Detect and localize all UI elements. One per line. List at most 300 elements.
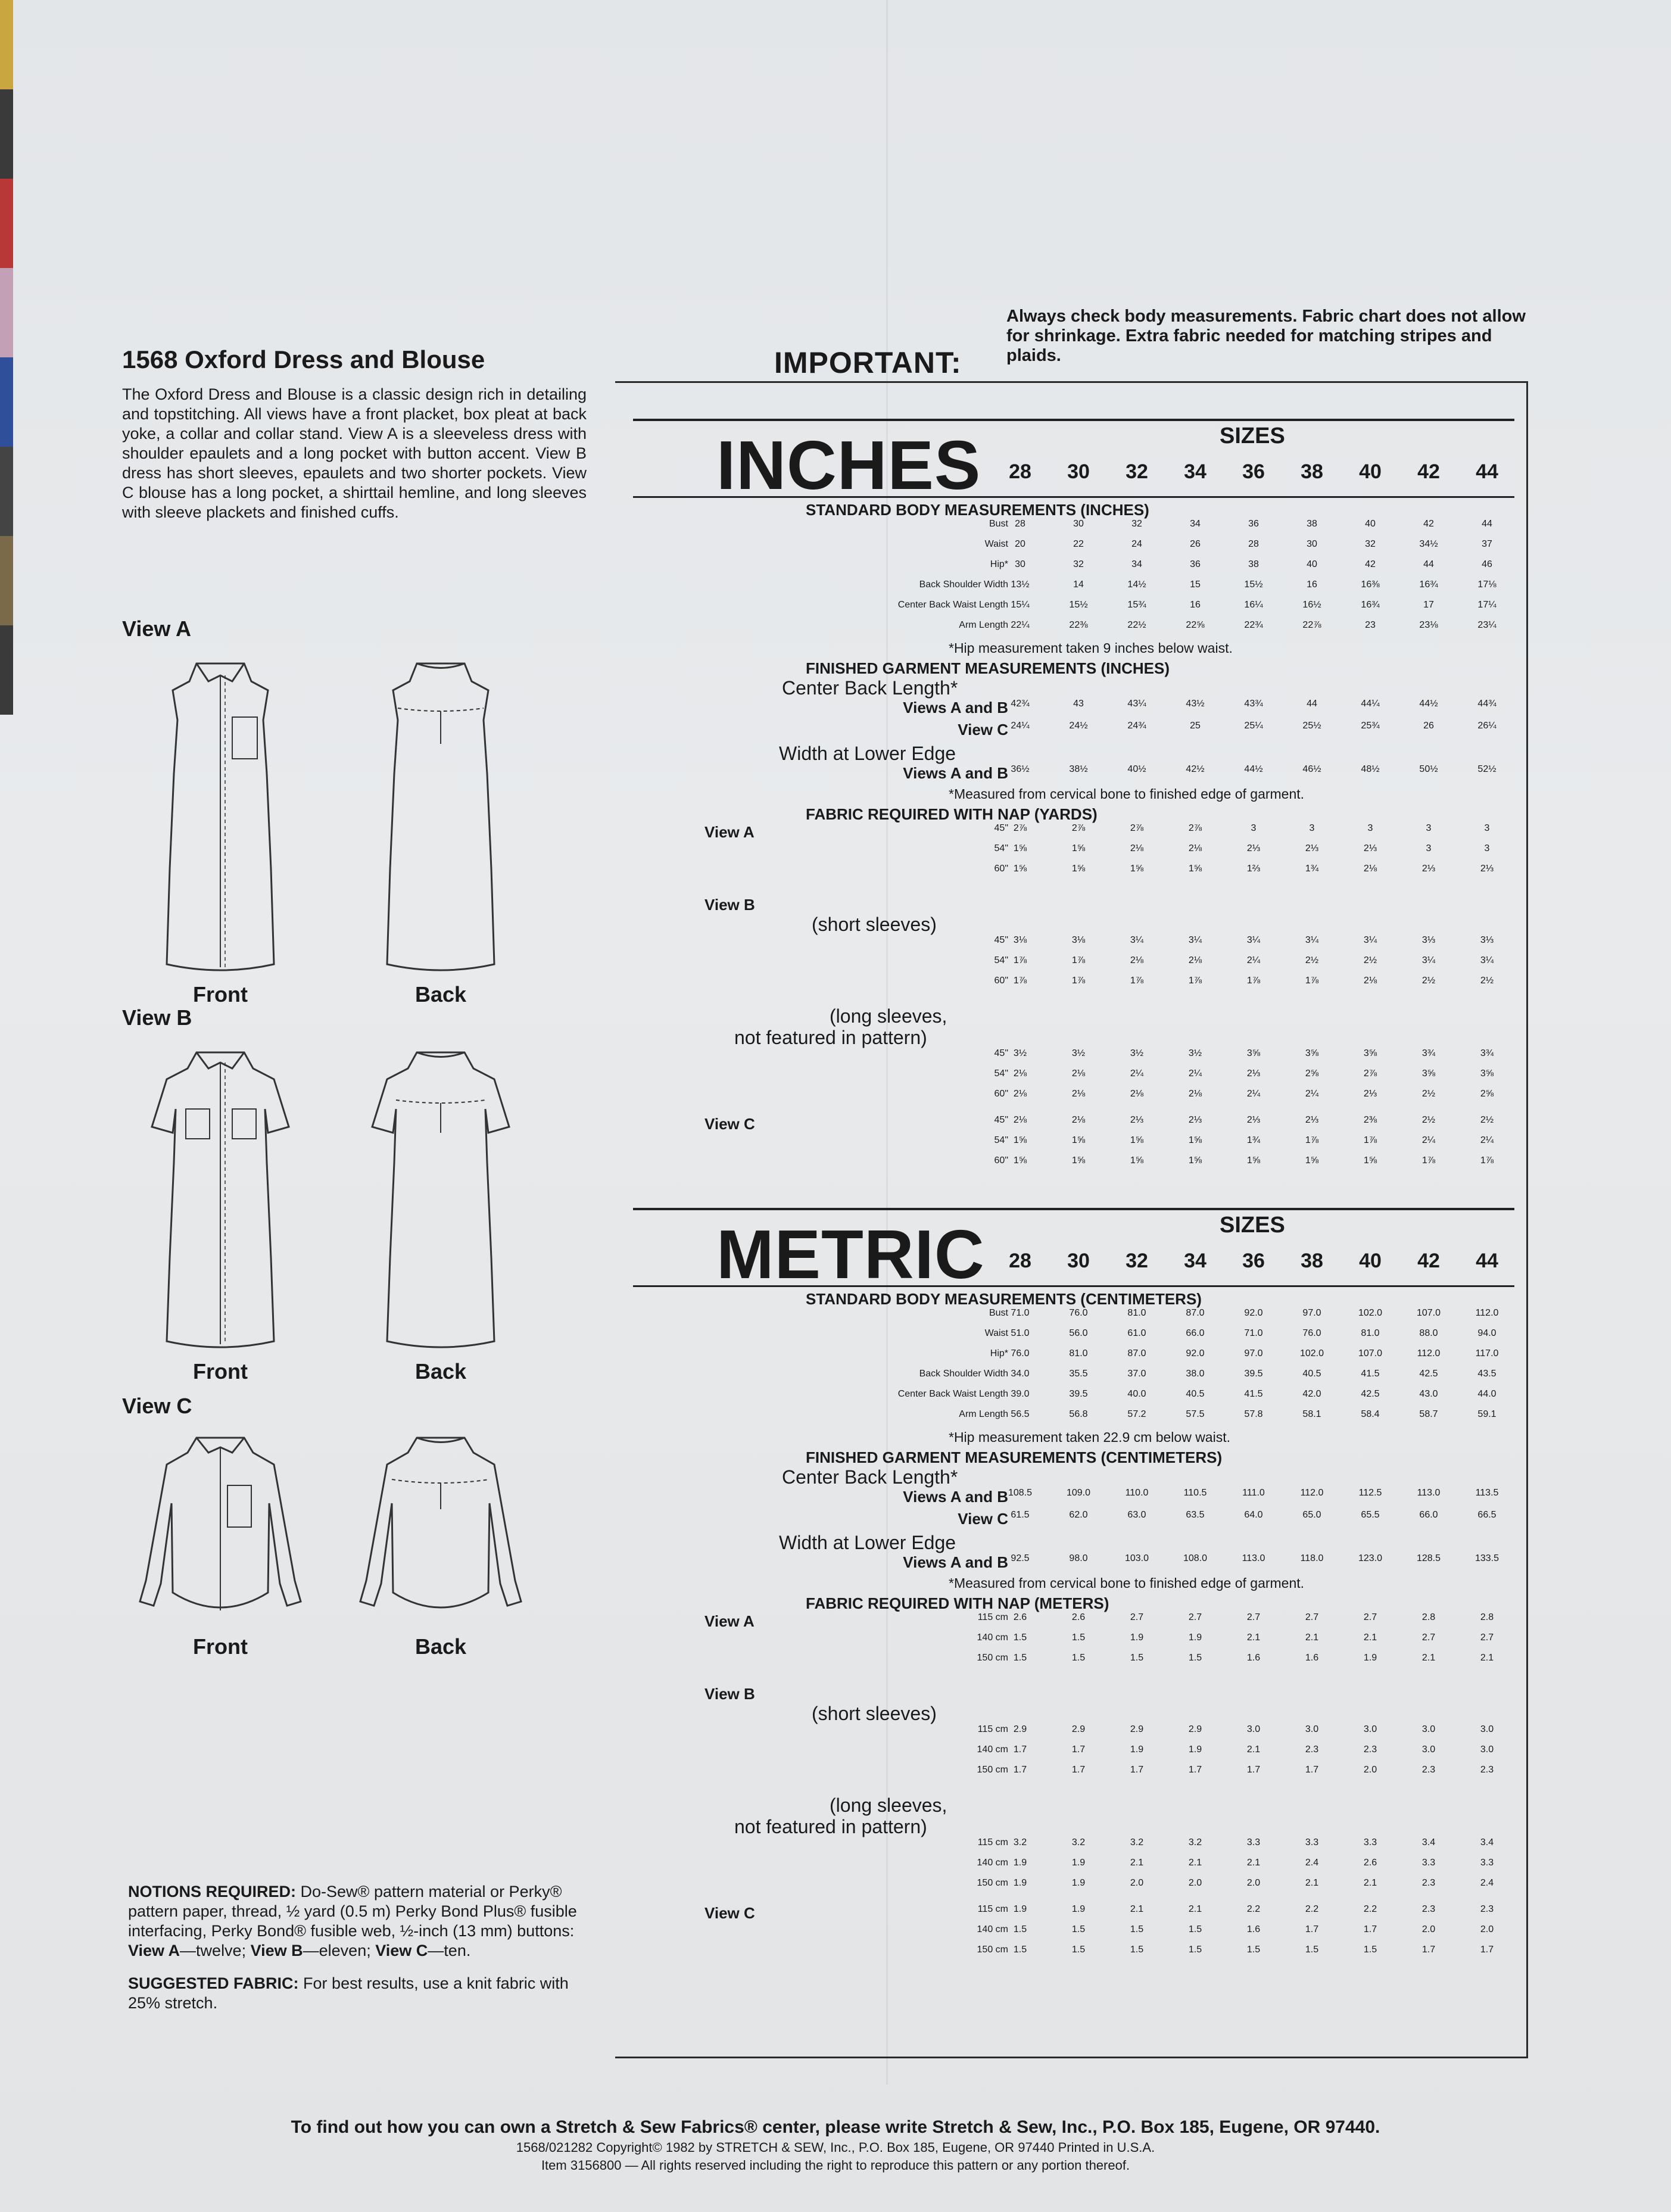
inches-fabric-a-value: 1¾ <box>1305 864 1319 874</box>
inches-body-value: 22½ <box>1127 620 1146 630</box>
metric-fabric-b-long-value: 2.3 <box>1421 1878 1436 1888</box>
metric-fabric-b-long-value: 1.9 <box>1013 1878 1027 1888</box>
metric-fabric-b-short-value: 1.7 <box>1013 1765 1027 1775</box>
inches-fabric-b-long-value: 2⅓ <box>1246 1068 1261 1079</box>
metric-body-value: 37.0 <box>1127 1369 1146 1379</box>
inches-width-value: 42½ <box>1186 764 1205 774</box>
metric-fabric-c-value: 1.6 <box>1246 1924 1261 1934</box>
inches-fabric-b-long-value: 2⅛ <box>1013 1068 1027 1079</box>
inches-fabric-c-value: 2⅛ <box>1013 1115 1027 1125</box>
size-header: 42 <box>1417 1250 1440 1272</box>
inches-fabric-b-long-label: 54" <box>994 1068 1008 1079</box>
inches-fabric-b-short-value: 1⅞ <box>1013 976 1027 986</box>
inches-body-value: 22⅞ <box>1302 620 1321 630</box>
metric-body-value: 41.5 <box>1244 1389 1263 1399</box>
size-header: 34 <box>1184 460 1207 483</box>
metric-body-value: 81.0 <box>1127 1308 1146 1318</box>
metric-fabric-b-long-label: 115 cm <box>977 1837 1008 1848</box>
important-text: Always check body measurements. Fabric chart does not allow for shrinkage. Extra fabric needed for matching stripes and plaids. <box>1006 307 1526 365</box>
metric-long-label-2: not featured in pattern) <box>734 1816 927 1837</box>
footer <box>0 2117 1671 2173</box>
metric-fabric-a-label: 115 cm <box>977 1612 1008 1622</box>
metric-width-row <box>633 1553 1514 1577</box>
metric-finished-header: FINISHED GARMENT MEASUREMENTS (CENTIMETERS) <box>806 1448 1223 1466</box>
inches-fabric-a-value: 3 <box>1484 823 1490 833</box>
inches-cbl-value: 26 <box>1423 721 1434 731</box>
important-notice <box>774 307 1536 378</box>
inches-fabric-b-long-value: 2⅓ <box>1363 1089 1377 1099</box>
pattern-info <box>122 345 587 522</box>
inches-fabric-c-value: 2¼ <box>1480 1135 1494 1145</box>
metric-fabric-a-value: 1.6 <box>1305 1653 1319 1663</box>
inches-fabric-b-long-value: 3½ <box>1071 1048 1086 1058</box>
inches-fabric-a-value: 2⅛ <box>1363 864 1377 874</box>
metric-fabric-a-value: 1.5 <box>1071 1632 1086 1643</box>
inches-fabric-b-short-label: 54" <box>994 955 1008 965</box>
size-header: 30 <box>1067 460 1090 483</box>
inches-body-value: 34½ <box>1419 539 1438 549</box>
metric-cbl-value: 110.0 <box>1125 1488 1149 1498</box>
metric-body-value: 97.0 <box>1244 1348 1263 1359</box>
metric-width-value: 133.5 <box>1474 1553 1499 1563</box>
sleeveless-dress-back-icon <box>369 655 512 976</box>
metric-body-value: 39.5 <box>1244 1369 1263 1379</box>
metric-fabric-b-long-value: 2.1 <box>1305 1878 1319 1888</box>
inches-fabric-a-label: 54" <box>994 843 1008 853</box>
inches-fabric-a-value: 1⅝ <box>1013 843 1027 853</box>
inches-fabric-b-label: View B <box>704 896 755 914</box>
inches-fabric-c-value: 1⅝ <box>1013 1135 1027 1145</box>
metric-fabric-b-long-value: 3.2 <box>1071 1837 1086 1848</box>
metric-fabric-c-value: 1.5 <box>1188 1924 1202 1934</box>
footer-rights: Item 3156800 — All rights reserved including the right to reproduce this pattern or any portion thereof. <box>541 2158 1130 2173</box>
metric-cbl-value: 63.5 <box>1186 1510 1205 1520</box>
metric-fabric-b-long-value: 3.3 <box>1246 1837 1261 1848</box>
view-b-back <box>342 1043 539 1384</box>
metric-body-value: 40.5 <box>1186 1389 1205 1399</box>
metric-fabric-b-short-value: 2.9 <box>1013 1724 1027 1734</box>
inches-body-value: 16 <box>1307 580 1317 590</box>
inches-cbl-value: 44½ <box>1419 699 1438 709</box>
metric-fabric-a-value: 1.6 <box>1246 1653 1261 1663</box>
inches-fabric-b-long-value: 3⅝ <box>1246 1048 1261 1058</box>
metric-fabric-c-value: 1.5 <box>1130 1924 1144 1934</box>
metric-long-label-1: (long sleeves, <box>830 1794 947 1816</box>
metric-fabric-b-long-label: 150 cm <box>977 1878 1008 1888</box>
inches-cbl-value: 44¼ <box>1361 699 1380 709</box>
size-header: 38 <box>1301 1250 1323 1272</box>
inches-fabric-b-long-value: 3½ <box>1188 1048 1202 1058</box>
metric-fabric-a-value: 1.5 <box>1188 1653 1202 1663</box>
metric-fabric-a-label: 150 cm <box>977 1653 1008 1663</box>
inches-cbl-value: 44¾ <box>1477 699 1497 709</box>
inches-fabric-c-label: 60" <box>994 1155 1008 1166</box>
metric-cbl-label: Views A and B <box>903 1488 1008 1506</box>
metric-fabric-c-value: 2.3 <box>1480 1904 1494 1914</box>
metric-fabric-c-value: 1.5 <box>1013 1945 1027 1955</box>
inches-width-label: Views A and B <box>903 764 1008 782</box>
metric-fabric-c-value: 1.7 <box>1480 1945 1494 1955</box>
inches-body-label: Center Back Waist Length <box>897 600 1008 610</box>
inches-fabric-a-value: 1⅝ <box>1071 843 1086 853</box>
inches-body-value: 32 <box>1131 519 1142 529</box>
inches-body-value: 15½ <box>1244 580 1263 590</box>
inches-cbl-value: 43½ <box>1186 699 1205 709</box>
metric-fabric-a-value: 2.7 <box>1421 1632 1436 1643</box>
metric-body-value: 56.8 <box>1069 1409 1088 1419</box>
inches-fabric-c-view-label: View C <box>704 1115 755 1133</box>
metric-fabric-b-short-label: 150 cm <box>977 1765 1008 1775</box>
inches-cbl-value: 42¾ <box>1011 699 1030 709</box>
metric-fabric-b-short-row <box>633 1765 1514 1789</box>
size-header: 40 <box>1359 460 1382 483</box>
inches-sizes-label: SIZES <box>1220 423 1285 448</box>
metric-cbl-value: 65.5 <box>1361 1510 1380 1520</box>
inches-fabric-a-label: 45" <box>994 823 1008 833</box>
metric-title: METRIC <box>716 1216 985 1293</box>
metric-fabric-b-long-value: 3.2 <box>1130 1837 1144 1848</box>
metric-fabric-a-label: 140 cm <box>977 1632 1008 1643</box>
inches-fabric-b-long-value: 2½ <box>1421 1089 1436 1099</box>
inches-fabric-a-value: 3 <box>1251 823 1257 833</box>
inches-cbl-value: 25¾ <box>1361 721 1380 731</box>
view-a-front-caption: Front <box>193 982 248 1007</box>
inches-body-value: 42 <box>1365 559 1376 569</box>
metric-fabric-b-long-value: 2.1 <box>1246 1858 1261 1868</box>
metric-fabric-c-value: 2.2 <box>1305 1904 1319 1914</box>
inches-fabric-c-value: 2½ <box>1480 1115 1494 1125</box>
color-edge-strip <box>0 0 13 715</box>
metric-fabric-a-value: 1.9 <box>1130 1632 1144 1643</box>
measurement-chart <box>615 381 1528 2058</box>
inches-fabric-c-value: 1⅞ <box>1480 1155 1494 1166</box>
inches-fabric-b-long-label: 45" <box>994 1048 1008 1058</box>
metric-fabric-b-short-value: 1.7 <box>1188 1765 1202 1775</box>
inches-body-header: STANDARD BODY MEASUREMENTS (INCHES) <box>806 501 1149 519</box>
metric-cbl-value: 65.0 <box>1302 1510 1321 1520</box>
inches-body-value: 14 <box>1073 580 1084 590</box>
inches-body-value: 22⅜ <box>1069 620 1088 630</box>
metric-fabric-b-short-label: 115 cm <box>977 1724 1008 1734</box>
metric-fabric-b-long-value: 2.4 <box>1305 1858 1319 1868</box>
view-a-back <box>342 655 539 1007</box>
inches-body-value: 34 <box>1131 559 1142 569</box>
metric-body-label: Center Back Waist Length <box>897 1389 1008 1399</box>
metric-fabric-c-value: 2.0 <box>1421 1924 1436 1934</box>
metric-fabric-c-value: 1.5 <box>1130 1945 1144 1955</box>
inches-body-label: Waist <box>984 539 1008 549</box>
metric-fabric-b-short-value: 2.0 <box>1363 1765 1377 1775</box>
inches-finished-header: FINISHED GARMENT MEASUREMENTS (INCHES) <box>806 659 1170 677</box>
view-b-back-caption: Back <box>414 1359 467 1384</box>
inches-fabric-b-short-value: 1⅞ <box>1188 976 1202 986</box>
inches-fabric-b-long-value: 2⅞ <box>1363 1068 1377 1079</box>
inches-body-value: 26 <box>1190 539 1201 549</box>
metric-cbl-value: 110.5 <box>1183 1488 1207 1498</box>
inches-body-value: 44 <box>1482 519 1492 529</box>
inches-body-value: 22¼ <box>1011 620 1030 630</box>
metric-cbl-row <box>633 1510 1514 1534</box>
metric-fabric-a-row <box>633 1653 1514 1677</box>
metric-fabric-b-short-value: 2.9 <box>1130 1724 1144 1734</box>
inches-cbl-value: 25¼ <box>1244 721 1263 731</box>
inches-body-value: 15¼ <box>1011 600 1030 610</box>
metric-short-label: (short sleeves) <box>812 1703 937 1724</box>
inches-body-value: 30 <box>1307 539 1317 549</box>
inches-body-label: Bust <box>989 519 1008 529</box>
metric-fabric-a-value: 1.5 <box>1013 1632 1027 1643</box>
metric-cbl-label: View C <box>958 1510 1008 1528</box>
metric-body-value: 57.5 <box>1186 1409 1205 1419</box>
metric-fabric-a-value: 2.7 <box>1363 1612 1377 1622</box>
metric-body-label: Arm Length <box>959 1409 1008 1419</box>
inches-fabric-c-value: 2⅓ <box>1305 1115 1319 1125</box>
metric-top-rule <box>633 1208 1514 1210</box>
metric-body-value: 92.0 <box>1244 1308 1263 1318</box>
inches-fabric-b-short-value: 3⅛ <box>1071 935 1086 945</box>
metric-fabric-c-value: 2.3 <box>1421 1904 1436 1914</box>
inches-body-label: Back Shoulder Width <box>919 580 1008 590</box>
inches-fabric-a-value: 1⅝ <box>1130 864 1144 874</box>
inches-fabric-c-value: 1⅝ <box>1188 1135 1202 1145</box>
metric-fabric-b-short-value: 3.0 <box>1421 1724 1436 1734</box>
inches-fabric-b-short-value: 3⅓ <box>1421 935 1436 945</box>
inches-cbl-value: 25 <box>1190 721 1201 731</box>
inches-fabric-b-long-value: 3½ <box>1130 1048 1144 1058</box>
inches-fabric-a-value: 2⅞ <box>1071 823 1086 833</box>
inches-body-value: 30 <box>1015 559 1025 569</box>
inches-fabric-c-value: 1⅝ <box>1130 1155 1144 1166</box>
inches-fabric-b-short-value: 3⅛ <box>1013 935 1027 945</box>
metric-fabric-a-value: 2.7 <box>1246 1612 1261 1622</box>
metric-fabric-c-view-label: View C <box>704 1904 755 1922</box>
metric-cbl-value: 66.5 <box>1477 1510 1497 1520</box>
inches-fabric-b-short-value: 3¼ <box>1305 935 1319 945</box>
inches-body-value: 16⅜ <box>1361 580 1380 590</box>
inches-fabric-b-long-value: 3¾ <box>1480 1048 1494 1058</box>
inches-body-value: 46 <box>1482 559 1492 569</box>
metric-body-value: 76.0 <box>1069 1308 1088 1318</box>
metric-body-label: Back Shoulder Width <box>919 1369 1008 1379</box>
inches-cbl-value: 43 <box>1073 699 1084 709</box>
inches-body-value: 40 <box>1307 559 1317 569</box>
size-header: 44 <box>1476 1250 1498 1272</box>
inches-fabric-b-long-value: 2⅝ <box>1480 1089 1494 1099</box>
metric-fabric-a-value: 2.1 <box>1363 1632 1377 1643</box>
metric-fabric-b-short-value: 3.0 <box>1305 1724 1319 1734</box>
metric-fabric-c-value: 1.7 <box>1421 1945 1436 1955</box>
metric-fabric-c-label: 115 cm <box>977 1904 1008 1914</box>
metric-body-value: 81.0 <box>1069 1348 1088 1359</box>
metric-fabric-c-label: 150 cm <box>977 1945 1008 1955</box>
inches-fabric-c-value: 2¼ <box>1421 1135 1436 1145</box>
inches-fabric-b-long-value: 3¾ <box>1421 1048 1436 1058</box>
view-c-back-caption: Back <box>414 1634 467 1659</box>
inches-body-value: 14½ <box>1127 580 1146 590</box>
inches-hip-note: *Hip measurement taken 9 inches below waist. <box>949 640 1233 656</box>
inches-fabric-b-short-value: 3¼ <box>1188 935 1202 945</box>
inches-width-value: 50½ <box>1419 764 1438 774</box>
metric-body-value: 87.0 <box>1127 1348 1146 1359</box>
inches-fabric-b-short-value: 3⅓ <box>1480 935 1494 945</box>
size-header: 38 <box>1301 460 1323 483</box>
metric-fabric-a-view-label: View A <box>704 1612 755 1630</box>
inches-body-value: 28 <box>1248 539 1259 549</box>
inches-cbl-value: 43¼ <box>1127 699 1146 709</box>
metric-cbl-value: 113.5 <box>1475 1488 1499 1498</box>
inches-fabric-a-value: 2⅛ <box>1130 843 1144 853</box>
metric-fabric-b-long-value: 2.6 <box>1363 1858 1377 1868</box>
inches-fabric-b-long-value: 3⅝ <box>1421 1068 1436 1079</box>
long-sleeve-blouse-front-icon <box>131 1432 310 1628</box>
metric-body-value: 44.0 <box>1477 1389 1497 1399</box>
inches-body-value: 44 <box>1423 559 1434 569</box>
inches-fabric-b-long-value: 2⅛ <box>1130 1089 1144 1099</box>
inches-fabric-c-value: 1⅝ <box>1305 1155 1319 1166</box>
inches-fabric-c-value: 1⅞ <box>1305 1135 1319 1145</box>
inches-cbl-row <box>633 721 1514 744</box>
metric-fabric-c-value: 2.1 <box>1188 1904 1202 1914</box>
metric-body-value: 66.0 <box>1186 1328 1205 1338</box>
metric-fabric-b-short-value: 2.9 <box>1188 1724 1202 1734</box>
inches-cbl-note: *Measured from cervical bone to finished edge of garment. <box>949 786 1305 802</box>
metric-fabric-b-long-label: 140 cm <box>977 1858 1008 1868</box>
metric-body-value: 39.5 <box>1069 1389 1088 1399</box>
inches-fabric-a-value: 3 <box>1309 823 1315 833</box>
inches-body-value: 38 <box>1248 559 1259 569</box>
metric-fabric-c-value: 2.2 <box>1246 1904 1261 1914</box>
inches-cbl-row <box>633 699 1514 722</box>
metric-body-value: 102.0 <box>1299 1348 1324 1359</box>
inches-fabric-b-short-label: 45" <box>994 935 1008 945</box>
metric-fabric-b-short-value: 2.9 <box>1071 1724 1086 1734</box>
size-header: 40 <box>1359 1250 1382 1272</box>
metric-fabric-a-value: 1.5 <box>1071 1653 1086 1663</box>
metric-body-label: Waist <box>984 1328 1008 1338</box>
inches-fabric-c-label: 45" <box>994 1115 1008 1125</box>
inches-fabric-b-short-value: 2½ <box>1305 955 1319 965</box>
inches-fabric-c-value: 1¾ <box>1246 1135 1261 1145</box>
metric-fabric-b-long-value: 3.2 <box>1013 1837 1027 1848</box>
metric-cbl-value: 111.0 <box>1242 1488 1265 1498</box>
inches-fabric-c-value: 2⅓ <box>1188 1115 1202 1125</box>
inches-fabric-a-value: 2⅞ <box>1013 823 1027 833</box>
metric-body-value: 87.0 <box>1186 1308 1205 1318</box>
size-header: 36 <box>1242 460 1265 483</box>
inches-short-label: (short sleeves) <box>812 914 937 935</box>
metric-fabric-c-value: 1.9 <box>1013 1904 1027 1914</box>
metric-fabric-b-short-value: 1.9 <box>1188 1744 1202 1755</box>
inches-body-value: 17⅛ <box>1477 580 1497 590</box>
metric-body-value: 61.0 <box>1127 1328 1146 1338</box>
inches-fabric-b-long-value: 3⅝ <box>1480 1068 1494 1079</box>
metric-fabric-b-long-value: 1.9 <box>1071 1858 1086 1868</box>
metric-body-value: 107.0 <box>1416 1308 1441 1318</box>
metric-fabric-c-value: 1.7 <box>1363 1924 1377 1934</box>
inches-cbl-value: 26¼ <box>1477 721 1497 731</box>
inches-fabric-a-value: 2⅓ <box>1421 864 1436 874</box>
inches-fabric-a-value: 2⅓ <box>1480 864 1494 874</box>
inches-fabric-b-short-label: 60" <box>994 976 1008 986</box>
sleeveless-dress-front-icon <box>149 655 292 976</box>
inches-fabric-b-short-value: 1⅞ <box>1071 976 1086 986</box>
metric-fabric-a-value: 1.5 <box>1013 1653 1027 1663</box>
inches-fabric-b-short-value: 3¼ <box>1421 955 1436 965</box>
view-b-label: View B <box>122 1005 192 1030</box>
metric-cbl-value: 108.5 <box>1008 1488 1033 1498</box>
inches-fabric-a-value: 1⅝ <box>1071 864 1086 874</box>
metric-body-value: 58.7 <box>1419 1409 1438 1419</box>
inches-title: INCHES <box>716 426 981 504</box>
inches-body-value: 22¾ <box>1244 620 1263 630</box>
metric-fabric-c-value: 1.5 <box>1305 1945 1319 1955</box>
metric-body-value: 112.0 <box>1475 1308 1499 1318</box>
inches-body-value: 23 <box>1365 620 1376 630</box>
inches-fabric-b-short-value: 2⅛ <box>1130 955 1144 965</box>
metric-width-value: 128.5 <box>1416 1553 1441 1563</box>
inches-fabric-a-view-label: View A <box>704 823 755 841</box>
inches-fabric-b-long-value: 2⅛ <box>1071 1089 1086 1099</box>
inches-body-value: 34 <box>1190 519 1201 529</box>
inches-fabric-b-short-value: 1⅞ <box>1130 976 1144 986</box>
metric-fabric-b-short-value: 2.3 <box>1421 1765 1436 1775</box>
inches-fabric-b-short-value: 3¼ <box>1480 955 1494 965</box>
metric-fabric-c-value: 1.5 <box>1246 1945 1261 1955</box>
metric-fabric-b-long-value: 3.4 <box>1480 1837 1494 1848</box>
inches-body-value: 16 <box>1190 600 1201 610</box>
metric-body-value: 92.0 <box>1186 1348 1205 1359</box>
inches-body-value: 13½ <box>1011 580 1030 590</box>
inches-fabric-b-short-value: 1⅞ <box>1071 955 1086 965</box>
inches-fabric-b-long-value: 2⅛ <box>1071 1068 1086 1079</box>
metric-sizes-label: SIZES <box>1220 1213 1285 1238</box>
view-b <box>122 1005 575 1384</box>
inches-fabric-a-label: 60" <box>994 864 1008 874</box>
metric-fabric-a-value: 2.1 <box>1421 1653 1436 1663</box>
metric-fabric-b-long-value: 2.4 <box>1480 1878 1494 1888</box>
inches-fabric-b-long-value: 2¼ <box>1246 1089 1261 1099</box>
inches-body-value: 15 <box>1190 580 1201 590</box>
metric-fabric-c-value: 1.5 <box>1188 1945 1202 1955</box>
inches-fabric-b-long-value: 2⅛ <box>1013 1089 1027 1099</box>
view-c-front-caption: Front <box>193 1634 248 1659</box>
metric-body-value: 57.2 <box>1127 1409 1146 1419</box>
inches-fabric-b-short-value: 2½ <box>1363 955 1377 965</box>
inches-cbl-label: Center Back Length* <box>782 677 958 699</box>
metric-body-value: 39.0 <box>1011 1389 1030 1399</box>
inches-body-value: 22⅝ <box>1186 620 1205 630</box>
inches-cbl-value: 24¾ <box>1127 721 1146 731</box>
inches-body-value: 16¾ <box>1419 580 1438 590</box>
metric-body-value: 40.0 <box>1127 1389 1146 1399</box>
inches-body-value: 16¼ <box>1244 600 1263 610</box>
metric-fabric-b-short-value: 2.3 <box>1480 1765 1494 1775</box>
inches-width-value: 52½ <box>1477 764 1497 774</box>
inches-body-value: 36 <box>1190 559 1201 569</box>
metric-fabric-c-value: 1.5 <box>1363 1945 1377 1955</box>
notions-required: NOTIONS REQUIRED: Do-Sew® pattern material or Perky® pattern paper, thread, ½ yard (0.5 m) Perky Bond Plus® fusible interfacing, Perky Bond® fusible web, ½-inch (13 mm) buttons: View A—twelve; View B—eleven; View C—ten. <box>128 1883 577 1959</box>
metric-cbl-value: 113.0 <box>1417 1488 1441 1498</box>
metric-fabric-b-long-value: 2.0 <box>1130 1878 1144 1888</box>
inches-body-value: 23¼ <box>1477 620 1497 630</box>
inches-width-value: 48½ <box>1361 764 1380 774</box>
metric-fabric-a-value: 2.7 <box>1480 1632 1494 1643</box>
inches-fabric-b-short-value: 2¼ <box>1246 955 1261 965</box>
metric-fabric-b-long-value: 2.0 <box>1246 1878 1261 1888</box>
metric-fabric-b-short-value: 3.0 <box>1246 1724 1261 1734</box>
metric-body-value: 56.5 <box>1011 1409 1030 1419</box>
inches-fabric-a-value: 2⅓ <box>1363 843 1377 853</box>
